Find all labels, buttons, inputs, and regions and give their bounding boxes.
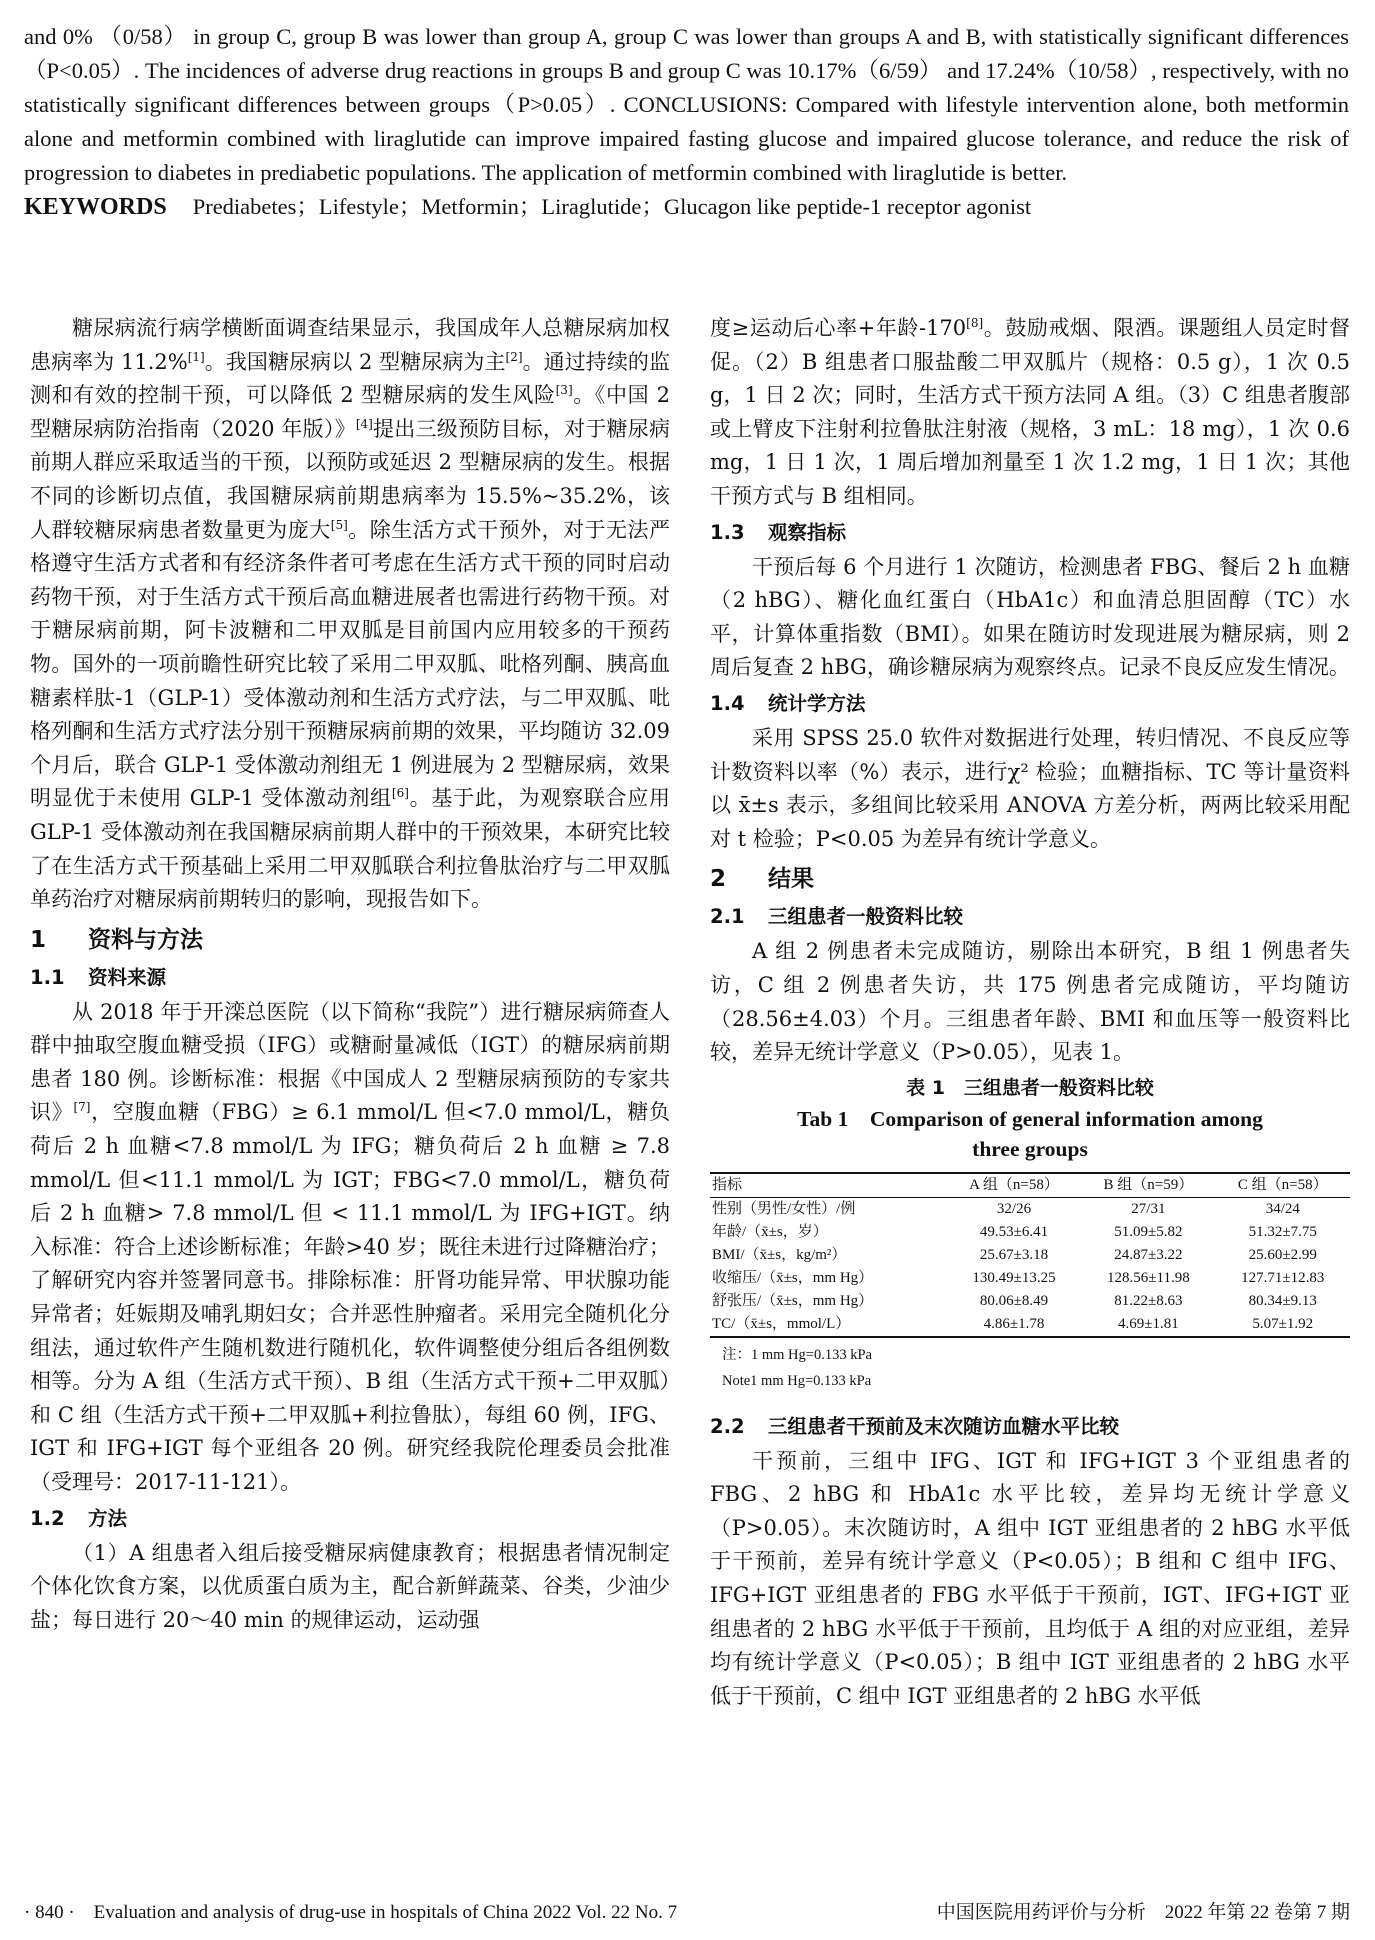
section-heading-2-2 xyxy=(710,1410,1350,1443)
section-title: 三组患者干预前及末次随访血糖水平比较 xyxy=(768,1414,1120,1438)
section-heading-2 xyxy=(710,862,1350,896)
section-number: 2.1 xyxy=(710,905,745,929)
table-cell: 34/24 xyxy=(1265,1200,1300,1217)
left-column xyxy=(30,312,670,1637)
table-row xyxy=(710,1290,1350,1313)
citation: [1] xyxy=(187,349,205,364)
intro-text: 。基于此，为观察联合应用 GLP-1 受体激动剂在我国糖尿病前期人群中的干预效果，本研究比较了在生活方式干预基础上采用二甲双胍联合利拉鲁肽治疗与二甲双胍单药治疗对糖尿病前期转归的影响，现报告如下。 xyxy=(30,786,670,912)
section-title: 观察指标 xyxy=(768,520,847,544)
section-title: 统计学方法 xyxy=(768,691,866,715)
results-paragraph: A 组 2 例患者未完成随访，剔除出本研究，B 组 1 例患者失访，C 组 2 例患者失访，共 175 例患者完成随访，平均随访（28.56±4.03）个月。三组患者年龄、BMI 和血压等一般资料比较，差异无统计学意义（P>0.05），见表 1。 xyxy=(710,939,1350,1065)
table-cell: 49.53±6.41 xyxy=(979,1223,1049,1240)
table-cell: 80.06±8.49 xyxy=(979,1292,1049,1309)
section-title: 方法 xyxy=(88,1506,128,1530)
right-column xyxy=(710,312,1350,1713)
keywords-line xyxy=(24,190,1349,224)
table-cell: 32/26 xyxy=(996,1200,1032,1217)
table-row xyxy=(710,1267,1350,1290)
table-cell: 25.67±3.18 xyxy=(979,1246,1049,1263)
table-cell: 80.34±9.13 xyxy=(1248,1292,1317,1309)
table-note-en: Note1 mm Hg=0.133 kPa xyxy=(722,1372,872,1389)
abstract-continuation xyxy=(24,20,1349,224)
indicators-paragraph: 干预后每 6 个月进行 1 次随访，检测患者 FBG、餐后 2 h 血糖（2 hBG）、糖化血红蛋白（HbA1c）和血清总胆固醇（TC）水平，计算体重指数（BMI）。如果在随访时发现进展为糖尿病，则 2 周后复查 2 hBG，确诊糖尿病为观察终点。记录不良反应发生情况。 xyxy=(710,554,1350,680)
footer-journal-en: · 840 · Evaluation and analysis of drug-use in hospitals of China 2022 Vol. 22 No. 7 xyxy=(24,1902,678,1923)
section-number: 1.3 xyxy=(710,520,745,544)
table-header-row xyxy=(710,1173,1350,1198)
citation: [7] xyxy=(73,1100,91,1115)
section-heading-2-1 xyxy=(710,900,1350,933)
footer-journal-cn: 中国医院用药评价与分析 2022 年第 22 卷第 7 期 xyxy=(936,1902,1350,1923)
intro-text: 。除生活方式干预外，对于无法严格遵守生活方式者和有经济条件者可考虑在生活方式干预的同时启动药物干预，对于生活方式干预后高血糖进展者也需进行药物干预。对于糖尿病前期，阿卡波糖和二甲双胍是目前国内应用较多的干预药物。国外的一项前瞻性研究比较了采用二甲双胍、吡格列酮、胰高血糖素样肽-1（GLP-1）受体激动剂和生活方式疗法，与二甲双胍、吡格列酮和生活方式疗法分别干预糖尿病前期的效果，平均随访 32.09 个月后，联合 GLP-1 受体激动剂组无 1 例进展为 2 型糖尿病，效果明显优于未使用 GLP-1 受体激动剂组 xyxy=(30,517,671,811)
table-cell: 24.87±3.22 xyxy=(1114,1246,1183,1263)
table-header-cell: B 组（n=59） xyxy=(1103,1176,1194,1193)
section-title: 结果 xyxy=(768,866,814,893)
citation: [2] xyxy=(505,349,523,364)
section-number: 2 xyxy=(710,866,727,893)
methods-paragraph: （1）A 组患者入组后接受糖尿病健康教育；根据患者情况制定个体化饮食方案，以优质蛋白质为主，配合新鲜蔬菜、谷类，少油少盐；每日进行 20～40 min 的规律运动，运动强 xyxy=(30,1540,670,1632)
materials-paragraph xyxy=(30,996,670,1500)
keywords-list: Prediabetes；Lifestyle；Metformin；Liraglutide；Glucagon like peptide-1 receptor agonist xyxy=(192,194,1032,219)
table-cell: 81.22±8.63 xyxy=(1114,1292,1183,1309)
section-number: 1 xyxy=(30,926,47,953)
body-text: 度≥运动后心率+年龄-170 xyxy=(710,316,967,340)
section-number: 1.1 xyxy=(30,965,65,989)
statistics-paragraph: 采用 SPSS 25.0 软件对数据进行处理，转归情况、不良反应等计数资料以率（%）表示，进行χ² 检验；血糖指标、TC 等计量资料以 x̄±s 表示，多组间比较采用 ANOVA 方差分析，两两比较采用配对 t 检验；P<0.05 为差异有统计学意义。 xyxy=(710,725,1350,851)
section-title: 资料来源 xyxy=(88,965,167,989)
glucose-paragraph: 干预前，三组中 IFG、IGT 和 IFG+IGT 3 个亚组患者的 FBG、2 hBG 和 HbA1c 水平比较，差异均无统计学意义（P>0.05）。末次随访时，A 组中 IGT 亚组患者的 2 hBG 水平低于干预前，差异有统计学意义（P<0.05）；B 组和 C 组中 IFG、IFG+IGT 亚组患者的 FBG 水平低于干预前，IGT、IFG+IGT 亚组患者的 2 hBG 水平低于干预前，且均低于 A 组的对应亚组，差异均有统计学意义（P<0.05）；B 组中 IGT 亚组患者的 2 hBG 水平低于干预前，C 组中 IGT 亚组患者的 2 hBG 水平低 xyxy=(710,1448,1350,1708)
table-cell: 128.56±11.98 xyxy=(1107,1269,1190,1286)
citation: [8] xyxy=(966,316,984,330)
table-cell: 年龄/（x̄±s，岁） xyxy=(712,1223,828,1240)
table-cell: 舒张压/（x̄±s，mm Hg） xyxy=(712,1292,874,1309)
intro-text: 。《中国 2 型糖尿病防治指南（2020 年版）》 xyxy=(30,383,670,441)
general-info-table xyxy=(710,1172,1350,1338)
table-cell: BMI/（x̄±s，kg/m²） xyxy=(712,1246,847,1263)
table-cell: 27/31 xyxy=(1131,1200,1166,1217)
table-cell: 25.60±2.99 xyxy=(1248,1246,1317,1263)
table-cell: 4.86±1.78 xyxy=(983,1315,1045,1332)
methods-continuation xyxy=(710,312,1350,514)
table-cell: 收缩压/（x̄±s，mm Hg） xyxy=(712,1269,874,1286)
table-cell: TC/（x̄±s，mmol/L） xyxy=(712,1315,851,1332)
table-cell: 4.69±1.81 xyxy=(1118,1315,1179,1332)
section-number: 1.2 xyxy=(30,1506,65,1530)
intro-text: 糖尿病流行病学横断面调查结果显示，我国成年人总糖尿病加权患病率为 11.2% xyxy=(30,316,670,374)
table-cell: 性别（男性/女性）/例 xyxy=(712,1200,856,1217)
table-row xyxy=(710,1244,1350,1267)
citation: [4] xyxy=(355,416,373,431)
abstract-text: and 0% （0/58） in group C, group B was lower than group A, group C was lower than groups A and B, with statistically significant differences（P<0.05）. The incidences of adverse drug reactions in groups B and group C was 10.17%（6/59） and 17.24%（10/58）, respectively, with no statistically significant differences between groups（P>0.05）. CONCLUSIONS: Compared with lifestyle intervention alone, both metformin alone and metformin combined with liraglutide can improve impaired fasting glucose and impaired glucose tolerance, and reduce the risk of progression to diabetes in prediabetic populations. The application of metformin combined with liraglutide is better. xyxy=(24,24,1349,185)
section-number: 1.4 xyxy=(710,691,745,715)
table-row xyxy=(710,1313,1350,1337)
body-text: ，空腹血糖（FBG）≥ 6.1 mmol/L 但<7.0 mmol/L，糖负荷后 2 h 血糖<7.8 mmol/L 为 IFG；糖负荷后 2 h 血糖 ≥ 7.8 mmol/L 但<11.1 mmol/L 为 IGT；FBG<7.0 mmol/L，糖负荷后 2 h 血糖> 7.8 mmol/L 但 < 11.1 mmol/L 为 IFG+IGT。纳入标准：符合上述诊断标准；年龄>40 岁；既往未进行过降糖治疗；了解研究内容并签署同意书。排除标准：肝肾功能异常、甲状腺功能异常者；妊娠期及哺乳期妇女；合并恶性肿瘤者。采用完全随机化分组法，通过软件产生随机数进行随机化，软件调整使分组后各组例数相等。分为 A 组（生活方式干预）、B 组（生活方式干预+二甲双胍）和 C 组（生活方式干预+二甲双胍+利拉鲁肽），每组 60 例，IFG、IGT 和 IFG+IGT 每个亚组各 20 例。研究经我院伦理委员会批准（受理号：2017-11-121）。 xyxy=(30,1100,671,1494)
section-heading-1 xyxy=(30,923,670,957)
citation: [3] xyxy=(555,383,573,398)
table-caption-cn: 表 1 三组患者一般资料比较 xyxy=(906,1076,1154,1099)
table-cell: 51.09±5.82 xyxy=(1114,1223,1183,1240)
section-heading-1-3 xyxy=(710,516,1350,549)
table-header-cell: 指标 xyxy=(712,1176,743,1193)
intro-text: 。通过持续的监测和有效的控制干预，可以降低 2 型糖尿病的发生风险 xyxy=(30,349,671,408)
section-heading-1-4 xyxy=(710,687,1350,720)
body-text: 。鼓励戒烟、限酒。课题组人员定时督促。（2）B 组患者口服盐酸二甲双胍片（规格：0.5 g），1 次 0.5 g，1 日 2 次；同时，生活方式干预方法同 A 组。（3）C 组患者腹部或上臂皮下注射利拉鲁肽注射液（规格，3 mL：18 mg），1 次 0.6 mg，1 日 1 次，1 周后增加剂量至 1 次 1.2 mg，1 日 1 次；其他干预方式与 B 组相同。 xyxy=(710,316,1350,508)
keywords-label: KEYWORDS xyxy=(24,194,167,220)
section-heading-1-1 xyxy=(30,961,670,994)
table-caption-en-line2: three groups xyxy=(972,1136,1088,1161)
table-row xyxy=(710,1197,1350,1221)
table-note-cn: 注：1 mm Hg=0.133 kPa xyxy=(722,1346,872,1363)
citation: [5] xyxy=(330,517,348,532)
table-row xyxy=(710,1221,1350,1244)
table-cell: 5.07±1.92 xyxy=(1252,1315,1314,1332)
body-text: 从 2018 年于开滦总医院（以下简称“我院”）进行糖尿病筛查人群中抽取空腹血糖受损（IFG）或糖耐量减低（IGT）的糖尿病前期患者 180 例。诊断标准：根据《中国成人 2 型糖尿病预防的专家共识》 xyxy=(30,999,670,1125)
table-cell: 130.49±13.25 xyxy=(972,1269,1056,1286)
table-caption-en-line1: Tab 1 Comparison of general information among xyxy=(797,1106,1263,1131)
intro-text: 提出三级预防目标，对于糖尿病前期人群应采取适当的干预，以预防或延迟 2 型糖尿病的发生。根据不同的诊断切点值，我国糖尿病前期患病率为 15.5%~35.2%，该人群较糖尿病患者数量更为庞大 xyxy=(30,416,670,542)
table-cell: 127.71±12.83 xyxy=(1241,1269,1325,1286)
section-number: 2.2 xyxy=(710,1414,745,1438)
citation: [6] xyxy=(391,786,409,801)
section-title: 资料与方法 xyxy=(88,926,203,953)
intro-text: 。我国糖尿病以 2 型糖尿病为主 xyxy=(204,349,506,374)
table-header-cell: C 组（n=58） xyxy=(1237,1176,1328,1193)
table-header-cell: A 组（n=58） xyxy=(969,1176,1059,1193)
section-heading-1-2 xyxy=(30,1502,670,1535)
table-cell: 51.32±7.75 xyxy=(1248,1223,1317,1240)
intro-paragraph xyxy=(30,312,670,917)
section-title: 三组患者一般资料比较 xyxy=(768,905,964,929)
